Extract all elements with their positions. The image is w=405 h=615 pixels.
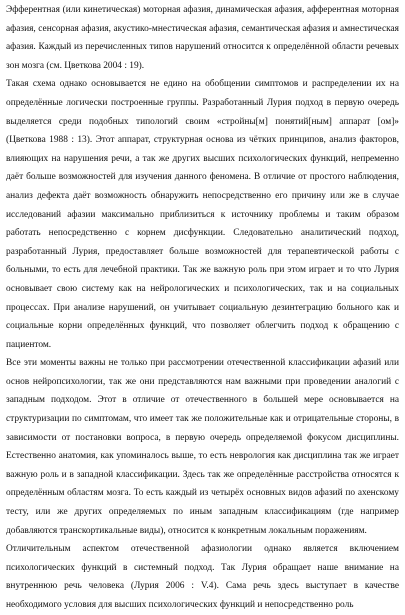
paragraph-aphasia-types: Эфферентная (или кинетическая) моторная афазия, динамическая афазия, афферентная моторная афазия, сенсорная афазия, акустико-мнестическая афазия, семантическая афазия и амнестическая афазия. Каждый из перечисленных типов нарушений относится к определённой области речевых зон мозга (см. Цветкова 2004 : 19). xyxy=(6,5,399,71)
paragraph-western-comparison: Все эти моменты важны не только при рассмотрении отечественной классификации афазий или основ нейропсихологии, так же они представляются нам важными при проведении аналогий с западным подходом. Этот в отличие от отечественного в большей мере основывается на структуризации по симптомам, что имеет так же положительные как и отрицательные стороны, в зависимости от постановки вопроса, в первую очередь определяемой фокусом дисциплины. Естественно анатомия, как упоминалось выше, то есть неврология как дисциплина так же играет важную роль и в западной классификации. Здесь так же определённые расстройства относятся к определённым областям мозга. То есть каждый из четырёх основных видов афазий по ахенскому тесту, или же других определяемых по иным западным классификациям (где например добавляются транскортикальные виды), относится к конкретным локальным поражениям. xyxy=(6,358,399,536)
document-page xyxy=(6,1,399,615)
paragraph-inner-speech: Отличительным аспектом отечественной афазиологии однако является включением психологических функций в системный подход. Так Лурия обращает наше внимание на внутреннюю речь человека (Лурия 2006 : V.4). Сама речь здесь выступает в качестве необходимого условия для высших психологических функций и непосредственно роль xyxy=(6,544,399,610)
paragraph-luria-approach: Такая схема однако основывается не едино на обобщении симптомов и распределении их на определённые логически построенные группы. Разработанный Лурия подход в первую очередь выделяется среди подобных типологий своим «стройны[м] понятий[ным] аппарат [ом]» (Цветкова 1988 : 13). Этот аппарат, структурная основа из чётких принципов, анализ факторов, влияющих на нарушения речи, а так же других высших психологических функций, непременно даёт больше возможностей для изучения данного феномена. В отличие от простого наблюдения, анализ дефекта даёт возможность обнаружить непосредственно его причину или же в случае исследований афазии максимально приблизиться к источнику проблемы и таким образом работать непосредственно с корнем дисфункции. Следовательно аналитический подход, разработанный Лурия, предоставляет больше возможностей для терапевтической работы с больными, то есть для лечебной практики. Так же важную роль при этом играет и то что Лурия основывает свою систему как на нейрологических и психологических, так и на социальных процессах. При анализе нарушений, он учитывает социальную дезинтеграцию больного как и социальные корни определённых функций, что позволяет облегчить подход к обращению с пациентом. xyxy=(6,79,399,350)
